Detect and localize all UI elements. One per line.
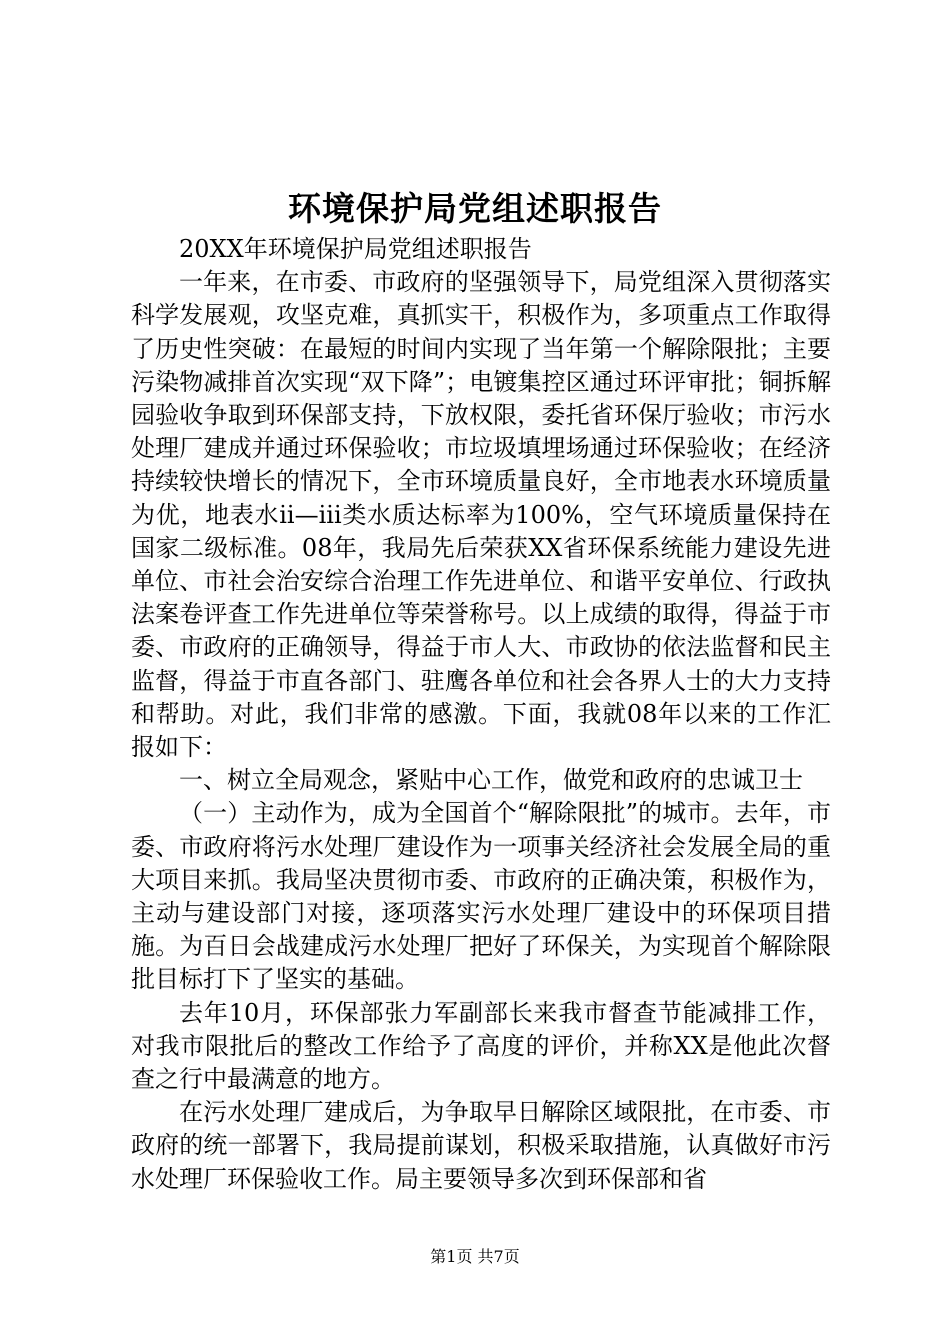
- document-body: [131, 233, 831, 1196]
- paragraph: 去年10月，环保部张力军副部长来我市督查节能减排工作，对我市限批后的整改工作给予了高度的评价，并称XX是他此次督查之行中最满意的地方。: [131, 998, 831, 1094]
- paragraph-subtitle: 20XX年环境保护局党组述职报告: [179, 235, 532, 263]
- paragraph: 一年来，在市委、市政府的坚强领导下，局党组深入贯彻落实科学发展观，攻坚克难，真抓实干，积极作为，多项重点工作取得了历史性突破：在最短的时间内实现了当年第一个解除限批；主要污染物减排首次实现“双下降”；电镀集控区通过环评审批；铜拆解园验收争取到环保部支持，下放权限，委托省环保厅验收；市污水处理厂建成并通过环保验收；市垃圾填埋场通过环保验收；在经济持续较快增长的情况下，全市环境质量良好，全市地表水环境质量为优，地表水ii—iii类水质达标率为100%，空气环境质量保持在国家二级标准。08年，我局先后荣获XX省环保系统能力建设先进单位、市社会治安综合治理工作先进单位、和谐平安单位、行政执法案卷评查工作先进单位等荣誉称号。以上成绩的取得，得益于市委、市政府的正确领导，得益于市人大、市政协的依法监督和民主监督，得益于市直各部门、驻鹰各单位和社会各界人士的大力支持和帮助。对此，我们非常的感激。下面，我就08年以来的工作汇报如下：: [131, 268, 831, 762]
- page-footer: 第1页 共7页: [430, 1247, 520, 1266]
- page-title: 环境保护局党组述职报告: [288, 189, 662, 228]
- section-heading: 一、树立全局观念，紧贴中心工作，做党和政府的忠诚卫士: [179, 766, 803, 795]
- paragraph: （一）主动作为，成为全国首个“解除限批”的城市。去年，市委、市政府将污水处理厂建设作为一项事关经济社会发展全局的重大项目来抓。我局坚决贯彻市委、市政府的正确决策，积极作为，主动与建设部门对接，逐项落实污水处理厂建设中的环保项目措施。为百日会战建成污水处理厂把好了环保关，为实现首个解除限批目标打下了坚实的基础。: [131, 799, 831, 994]
- paragraph: 在污水处理厂建成后，为争取早日解除区域限批，在市委、市政府的统一部署下，我局提前谋划，积极采取措施，认真做好市污水处理厂环保验收工作。局主要领导多次到环保部和省: [131, 1098, 831, 1193]
